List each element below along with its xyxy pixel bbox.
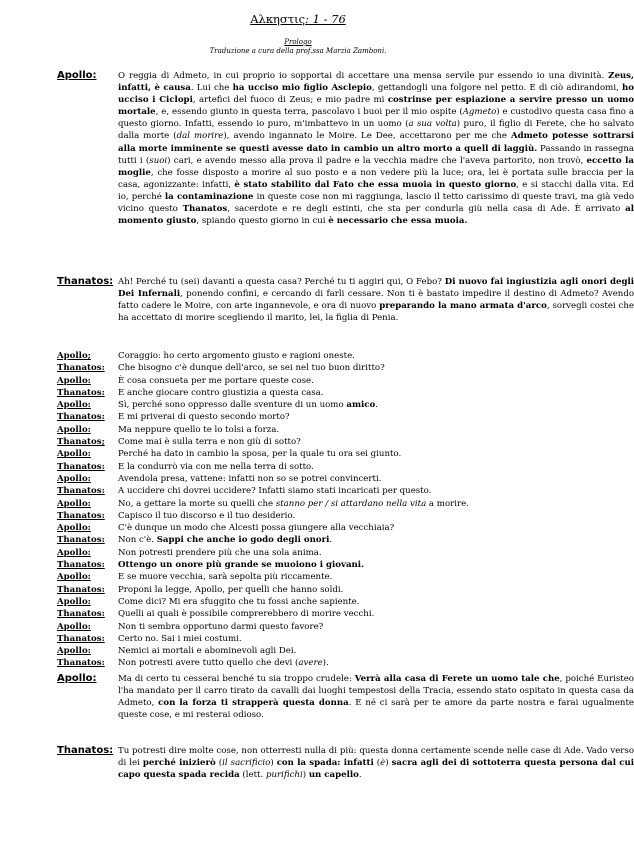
dialogue-line bbox=[57, 585, 577, 597]
stichomythia-dialogue bbox=[57, 351, 577, 671]
dialogue-line bbox=[57, 462, 577, 474]
dialogue-text: C'è dunque un modo che Alcesti possa giungere alla vecchiaia? bbox=[118, 523, 395, 534]
dialogue-line bbox=[57, 376, 577, 388]
dialogue-speaker: Apollo; bbox=[57, 351, 91, 361]
dialogue-line bbox=[57, 511, 577, 523]
dialogue-speaker: Thanatos: bbox=[57, 658, 105, 669]
dialogue-speaker: Thanatos; bbox=[57, 437, 105, 448]
dialogue-line bbox=[57, 351, 577, 363]
dialogue-line bbox=[57, 560, 577, 572]
dialogue-line bbox=[57, 449, 577, 461]
dialogue-speaker: Apollo: bbox=[57, 523, 91, 534]
dialogue-line bbox=[57, 523, 577, 535]
speaker-label: Apollo: bbox=[57, 673, 97, 684]
dialogue-text: A uccidere chi dovrei uccidere? Infatti siamo stati incaricati per questo. bbox=[118, 486, 432, 497]
dialogue-text: No, a gettare la morte su quelli che stanno per / si attardano nella vita a morire. bbox=[118, 498, 469, 509]
dialogue-speaker: Thanatos: bbox=[57, 535, 105, 546]
dialogue-line bbox=[57, 412, 577, 424]
speaker-label: Thanatos: bbox=[57, 745, 114, 756]
dialogue-text: Non potresti avere tutto quello che devi (avere). bbox=[118, 658, 329, 669]
dialogue-text: E se muore vecchia, sarà sepolta più riccamente. bbox=[118, 572, 333, 583]
dialogue-text: Ottengo un onore più grande se muoiono i giovani. bbox=[118, 560, 365, 571]
dialogue-speaker: Thanatos: bbox=[57, 609, 105, 620]
dialogue-line bbox=[57, 548, 577, 560]
speaker-label: Apollo: bbox=[57, 70, 97, 81]
dialogue-speaker: Thanatos: bbox=[57, 412, 105, 423]
dialogue-speaker: Thanatos: bbox=[57, 486, 105, 497]
dialogue-text: Sì, perché sono oppresso dalle sventure di un uomo amico. bbox=[118, 400, 378, 411]
title-greek: Αλκηστις bbox=[250, 12, 306, 26]
dialogue-speaker: Apollo: bbox=[57, 400, 91, 411]
dialogue-line bbox=[57, 400, 577, 412]
dialogue-text: Quelli ai quali è possibile comprerebbero di morire vecchi. bbox=[118, 609, 375, 620]
dialogue-speaker: Apollo: bbox=[57, 498, 91, 509]
dialogue-text: Non ti sembra opportuno darmi questo favore? bbox=[118, 621, 324, 632]
dialogue-speaker: Thanatos: bbox=[57, 387, 105, 398]
dialogue-line bbox=[57, 499, 577, 511]
dialogue-speaker: Apollo: bbox=[57, 375, 91, 386]
dialogue-speaker: Apollo: bbox=[57, 424, 91, 435]
dialogue-text: È cosa consueta per me portare queste cose. bbox=[118, 375, 314, 386]
speech-text: Ah! Perché tu (sei) davanti a questa casa? Perché tu ti aggiri qui, O Febo? Di nuovo fai ingiustizia agli onori degli Dei Infernali, ponendo confini, e cercando di farli cessare. Non ti è bastato impedire il destino di Admeto? Avendo fatto cadere le Moire, con arte ingannevole, e ora di nuovo preparando la mano armata d'arco, sorvegli costei che ha accettato di morire scegliendo il marito, lei, la figlia di Penia. bbox=[118, 277, 634, 324]
dialogue-speaker: Thanatos: bbox=[57, 510, 105, 521]
speech-text: Ma di certo tu cesserai benché tu sia troppo crudele: Verrà alla casa di Ferete un uomo tale che, poiché Euristeo l'ha mandato per il carro tirato da cavalli dai luoghi tempestosi della Tracia, essendo stato ospitato in questa casa da Admeto, con la forza ti strapperà questa donna. E né ci sarà per te amore da parte nostra e farai ugualmente queste cose, e mi resterai odioso. bbox=[118, 674, 634, 721]
dialogue-speaker: Apollo: bbox=[57, 621, 91, 632]
dialogue-speaker: Apollo: bbox=[57, 547, 91, 558]
dialogue-line bbox=[57, 597, 577, 609]
dialogue-line bbox=[57, 535, 577, 547]
dialogue-speaker: Thanatos: bbox=[57, 461, 105, 472]
dialogue-text: Non c'è. Sappi che anche io godo degli onori. bbox=[118, 535, 333, 546]
dialogue-speaker: Thanatos: bbox=[57, 560, 105, 571]
dialogue-text: Come dici? Mi era sfuggito che tu fossi anche sapiente. bbox=[118, 596, 360, 607]
dialogue-line bbox=[57, 388, 577, 400]
dialogue-text: Coraggio: ho certo argomento giusto e ragioni oneste. bbox=[118, 351, 355, 361]
dialogue-speaker: Thanatos: bbox=[57, 584, 105, 595]
dialogue-line bbox=[57, 609, 577, 621]
speaker-label: Thanatos: bbox=[57, 276, 114, 287]
dialogue-speaker: Apollo: bbox=[57, 449, 91, 460]
speech-text: Tu potresti dire molte cose, non otterresti nulla di più: questa donna certamente scende nelle case di Ade. Vado verso di lei perché inizierò (il sacrificio) con la spada: infatti (è) sacra agli dei di sottoterra questa persona dal cui capo questa spada recida (lett. purifichi) un capello. bbox=[118, 746, 634, 781]
title-verses: : 1 - 76 bbox=[305, 12, 346, 26]
dialogue-line bbox=[57, 474, 577, 486]
dialogue-text: Come mai è sulla terra e non giù di sotto? bbox=[118, 437, 301, 448]
dialogue-line bbox=[57, 634, 577, 646]
dialogue-text: E anche giocare contro giustizia a questa casa. bbox=[118, 387, 324, 398]
dialogue-line bbox=[57, 437, 577, 449]
dialogue-text: E la condurrò via con me nella terra di sotto. bbox=[118, 461, 314, 472]
dialogue-line bbox=[57, 658, 577, 670]
dialogue-text: E mi priverai di questo secondo morto? bbox=[118, 412, 290, 423]
dialogue-text: Avendola presa, vattene: infatti non so se potrei convincerti. bbox=[118, 473, 382, 484]
dialogue-text: Perché ha dato in cambio la sposa, per la quale tu ora sei giunto. bbox=[118, 449, 402, 460]
dialogue-line bbox=[57, 425, 577, 437]
dialogue-text: Capisco il tuo discorso e il tuo desiderio. bbox=[118, 510, 296, 521]
dialogue-text: Nemici ai mortali e abominevoli agli Dei. bbox=[118, 646, 297, 657]
translation-credit: Traduzione a cura della prof.ssa Marzia Zamboni. bbox=[209, 47, 387, 55]
dialogue-text: Non potresti prendere più che una sola anima. bbox=[118, 547, 322, 558]
prologue-heading: Prologo bbox=[284, 38, 312, 46]
dialogue-line bbox=[57, 646, 577, 658]
dialogue-speaker: Thanatos: bbox=[57, 363, 105, 374]
dialogue-line bbox=[57, 622, 577, 634]
dialogue-speaker: Apollo: bbox=[57, 646, 91, 657]
speech-text: O reggia di Admeto, in cui proprio io sopportai di accettare una mensa servile pur essendo io una divinità. Zeus, infatti, è causa. Lui che ha ucciso mio figlio Asclepio, gettandogli una folgore nel petto. E di ciò adirandomi, ho ucciso i Ciclopi, artefici del fuoco di Zeus; e mio padre mi costrinse per espiazione a servire presso un uomo mortale, e, essendo giunto in questa terra, pascolavo i buoi per il mio ospite (Agmeto) e custodivo questa casa fino a questo giorno. Infatti, essendo io puro, m'imbattevo in un uomo (a sua volta) puro, il figlio di Ferete, che ho salvato dalla morte (dal morire), avendo ingannato le Moire. Le Dee, accettarono per me che Admeto potesse sottrarsi alla morte imminente se questi avesse dato in cambio un altro morto a quell di laggiù. Passando in rassegna tutti i (suoi) cari, e avendo messo alla prova il padre e la vecchia madre che l'aveva partorito, non trovò, eccetto la moglie, che fosse disposto a morire al suo posto e a non vedere più la luce; ora, lei è portata sulle braccia per la casa, agonizzante: infatti, è stato stabilito dal Fato che essa muoia in questo giorno, e si stacchi dalla vita. Ed io, perché la contaminazione in queste cose non mi raggiunga, lascio il tetto carissimo di queste travi, ma già vedo vicino questo Thanatos, sacerdote e re degli estinti, che sta per condurla giù nella casa di Ade. È arrivato al momento giusto, spiando questo giorno in cui è necessario che essa muoia. bbox=[118, 71, 634, 227]
dialogue-speaker: Apollo: bbox=[57, 596, 91, 607]
dialogue-line bbox=[57, 363, 577, 375]
dialogue-text: Proponi la legge, Apollo, per quelli che hanno soldi. bbox=[118, 584, 344, 595]
dialogue-line bbox=[57, 486, 577, 498]
dialogue-speaker: Thanatos: bbox=[57, 633, 105, 644]
dialogue-line bbox=[57, 572, 577, 584]
dialogue-text: Che bisogno c'è dunque dell'arco, se sei nel tuo buon diritto? bbox=[118, 363, 385, 374]
dialogue-speaker: Apollo: bbox=[57, 473, 91, 484]
page-title bbox=[0, 12, 596, 26]
dialogue-speaker: Apollo: bbox=[57, 572, 91, 583]
dialogue-text: Ma neppure quello te lo tolsi a forza. bbox=[118, 424, 280, 435]
dialogue-text: Certo no. Sai i miei costumi. bbox=[118, 633, 242, 644]
